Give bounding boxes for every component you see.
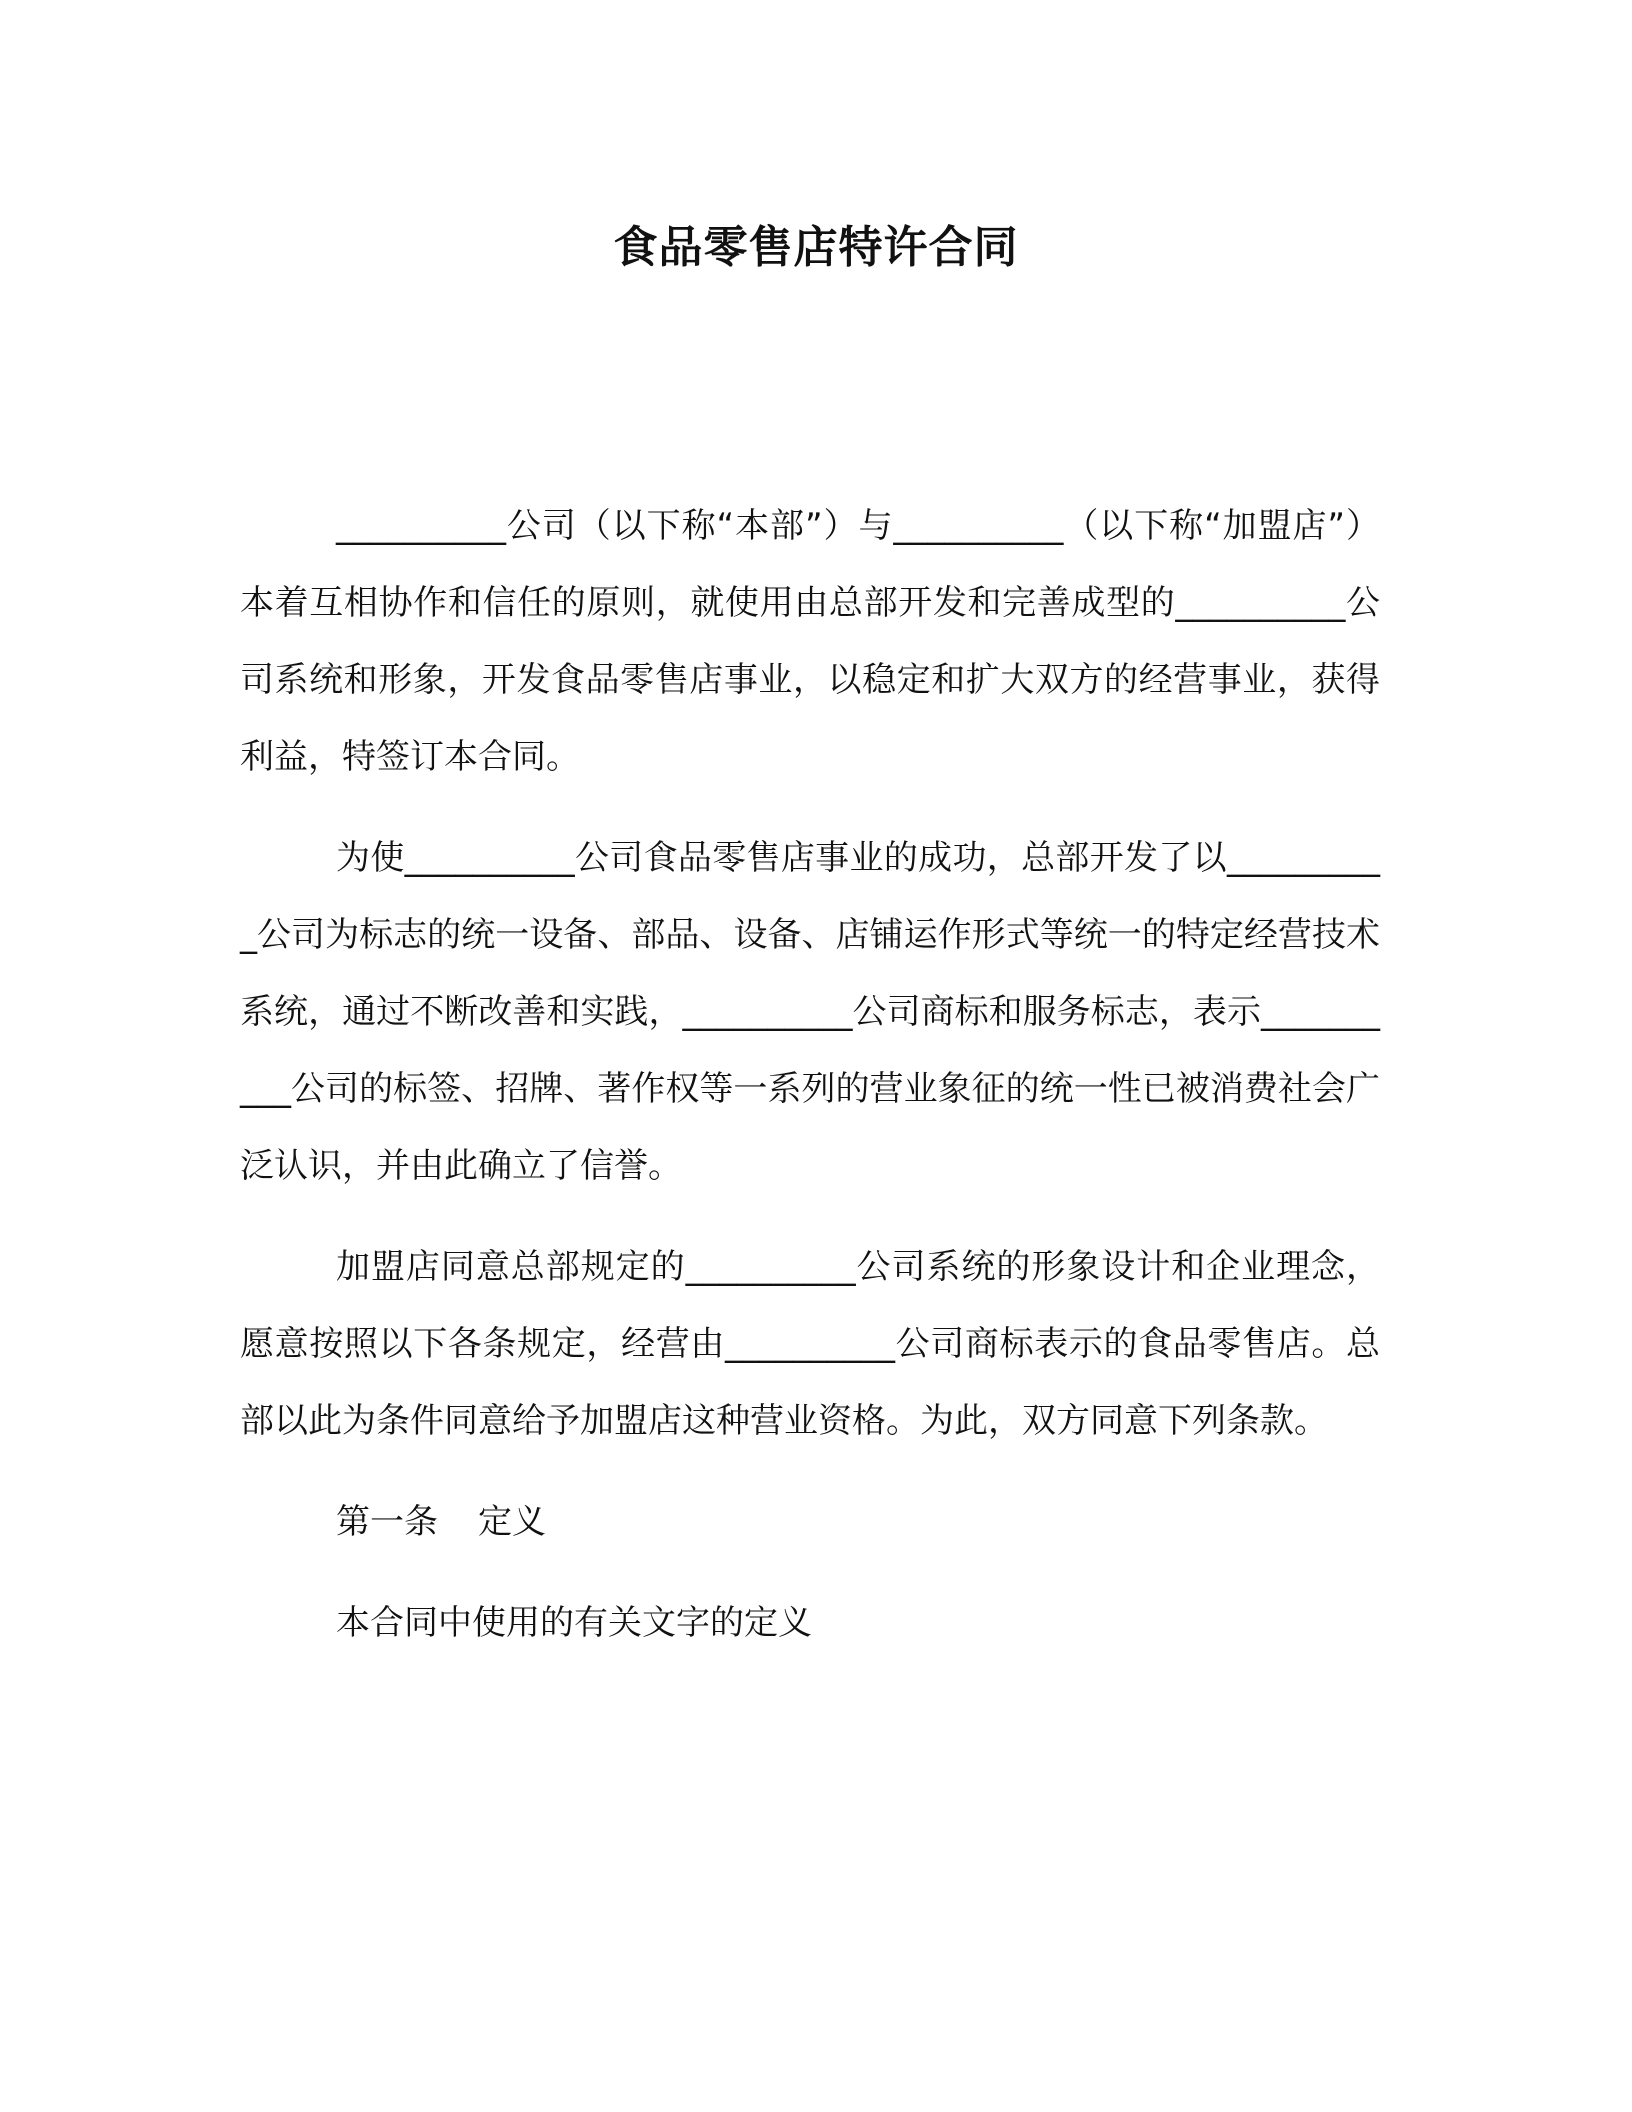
preamble-paragraph-3: 加盟店同意总部规定的__________公司系统的形象设计和企业理念，愿意按照以下各条规定，经营由__________公司商标表示的食品零售店。总部以此为条件同意给予加盟店这种营业资格。为此，双方同意下列条款。 (240, 1247, 1380, 1441)
document-title: 食品零售店特许合同 (613, 222, 1019, 273)
preamble-paragraph-1: __________公司（以下称“本部”）与__________（以下称“加盟店”）本着互相协作和信任的原则，就使用由总部开发和完善成型的__________公司系统和形象，开发食品零售店事业，以稳定和扩大双方的经营事业，获得利益，特签订本合同。 (240, 506, 1380, 777)
preamble-paragraph-2: 为使__________公司食品零售店事业的成功，总部开发了以__________公司为标志的统一设备、部品、设备、店铺运作形式等统一的特定经营技术系统，通过不断改善和实践，__________公司商标和服务标志，表示__________公司的标签、招牌、著作权等一系列的营业象征的统一性已被消费社会广泛认识，并由此确立了信誉。 (240, 838, 1380, 1186)
definition-intro: 本合同中使用的有关文字的定义 (336, 1603, 812, 1643)
document-body (240, 488, 1380, 1686)
article-title: 定义 (478, 1502, 546, 1542)
article-1-heading (240, 1484, 1380, 1561)
article-number: 第一条 (336, 1502, 438, 1542)
